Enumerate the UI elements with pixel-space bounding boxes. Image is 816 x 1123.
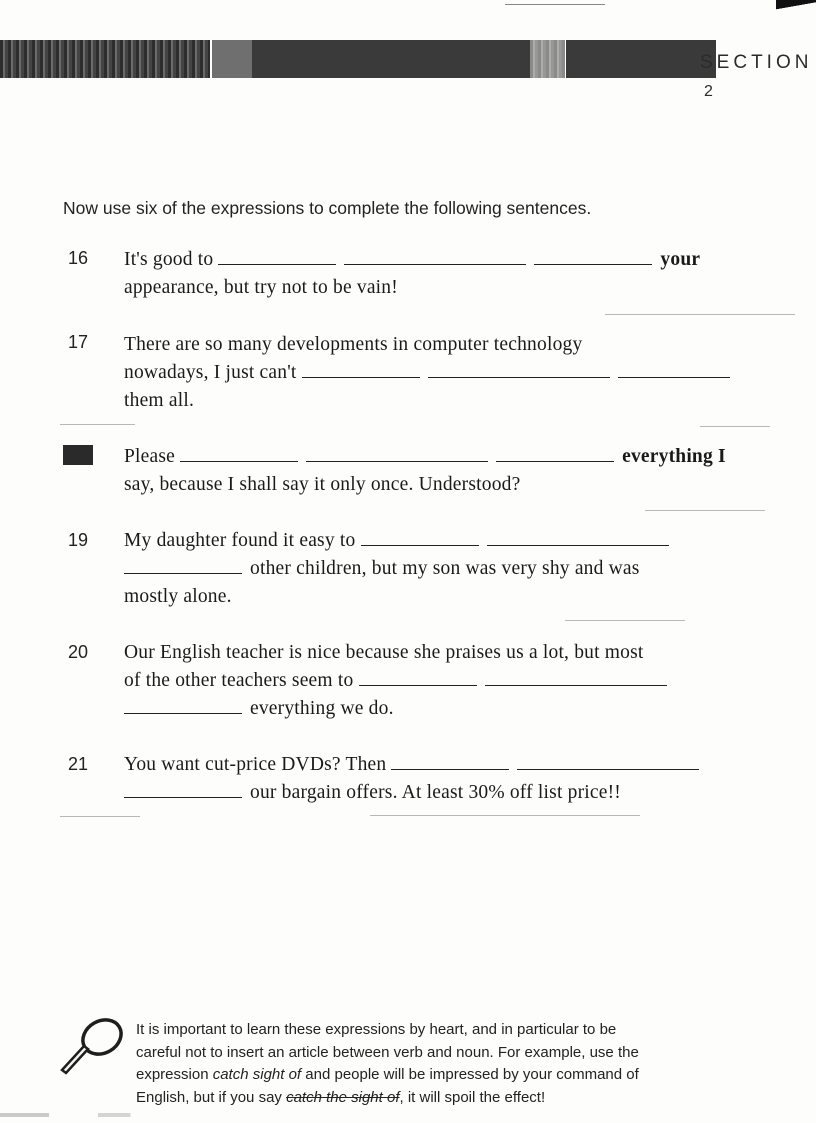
tip-strikethrough: catch the sight of: [286, 1088, 400, 1106]
sentence-20: [124, 639, 789, 723]
section-word: SECTION: [700, 52, 813, 73]
section-number: 2: [704, 83, 717, 100]
divider: [700, 426, 770, 427]
tip-box: [136, 1019, 786, 1109]
item-number: 16: [68, 248, 89, 268]
scan-edge: [0, 1113, 816, 1117]
sentence-text: Please: [124, 446, 176, 467]
answer-blank[interactable]: [359, 669, 477, 686]
answer-blank[interactable]: [180, 445, 298, 462]
item-number: 19: [68, 530, 89, 550]
sentence-text: It's good to: [124, 249, 214, 270]
magnifying-glass-icon: [58, 1015, 130, 1077]
scan-mark: [505, 4, 605, 5]
tip-text: English, but if you say catch the sight of, it will spoil the effect!: [136, 1088, 546, 1106]
answer-blank[interactable]: [496, 445, 614, 462]
sentence-text: of the other teachers seem to: [124, 670, 354, 691]
sentence-text: My daughter found it easy to: [124, 530, 356, 551]
answer-blank[interactable]: [124, 697, 242, 714]
item-number: 17: [68, 332, 89, 352]
sentence-text: your: [660, 249, 701, 270]
answer-blank[interactable]: [218, 248, 336, 265]
sentence-text: Our English teacher is nice because she praises us a lot, but most: [124, 642, 644, 663]
sentence-text: mostly alone.: [124, 586, 232, 607]
tip-emphasis: catch sight of: [212, 1066, 302, 1083]
sentence-text: nowadays, I just can't: [124, 362, 297, 383]
sentence-text: our bargain offers. At least 30% off list price!!: [250, 782, 621, 803]
answer-blank[interactable]: [618, 361, 730, 378]
divider: [60, 816, 140, 817]
sentence-19: [124, 527, 789, 611]
answer-blank[interactable]: [391, 753, 509, 770]
answer-blank[interactable]: [306, 445, 488, 462]
divider: [565, 620, 685, 621]
tip-text: careful not to insert an article between verb and noun. For example, use the: [136, 1043, 639, 1061]
answer-blank[interactable]: [534, 248, 652, 265]
tip-text: expression catch sight of and people will be impressed by your command of: [136, 1066, 639, 1083]
sentence-text: everything I: [622, 446, 726, 467]
answer-blank[interactable]: [124, 781, 242, 798]
scan-corner: [776, 0, 816, 16]
answer-blank[interactable]: [485, 669, 667, 686]
answer-blank[interactable]: [487, 529, 669, 546]
divider: [370, 815, 640, 816]
sentence-text: You want cut-price DVDs? Then: [124, 754, 387, 775]
answer-blank[interactable]: [124, 557, 242, 574]
section-banner: [0, 40, 720, 78]
sentence-text: other children, but my son was very shy and was: [250, 558, 640, 579]
sentence-17: [124, 331, 789, 415]
sentence-text: appearance, but try not to be vain!: [124, 277, 398, 298]
answer-blank[interactable]: [361, 529, 479, 546]
answer-blank[interactable]: [517, 753, 699, 770]
divider: [605, 314, 795, 315]
answer-blank[interactable]: [428, 361, 610, 378]
answer-blank[interactable]: [344, 248, 526, 265]
sentence-18: [124, 443, 789, 499]
answer-blank[interactable]: [302, 361, 420, 378]
item-number-box: [63, 445, 93, 465]
sentence-text: say, because I shall say it only once. Understood?: [124, 474, 521, 495]
divider: [60, 424, 135, 425]
sentence-text: them all.: [124, 390, 195, 411]
tip-text: It is important to learn these expressions by heart, and in particular to be: [136, 1021, 617, 1038]
item-number: 20: [68, 642, 89, 662]
item-number: 21: [68, 754, 89, 774]
sentence-text: everything we do.: [250, 698, 394, 719]
sentence-16: [124, 246, 789, 302]
sentence-text: There are so many developments in computer technology: [124, 334, 583, 355]
section-heading: [700, 52, 816, 100]
divider: [645, 510, 765, 511]
sentence-21: [124, 751, 789, 807]
instruction-text: Now use six of the expressions to complete the following sentences.: [63, 198, 592, 218]
